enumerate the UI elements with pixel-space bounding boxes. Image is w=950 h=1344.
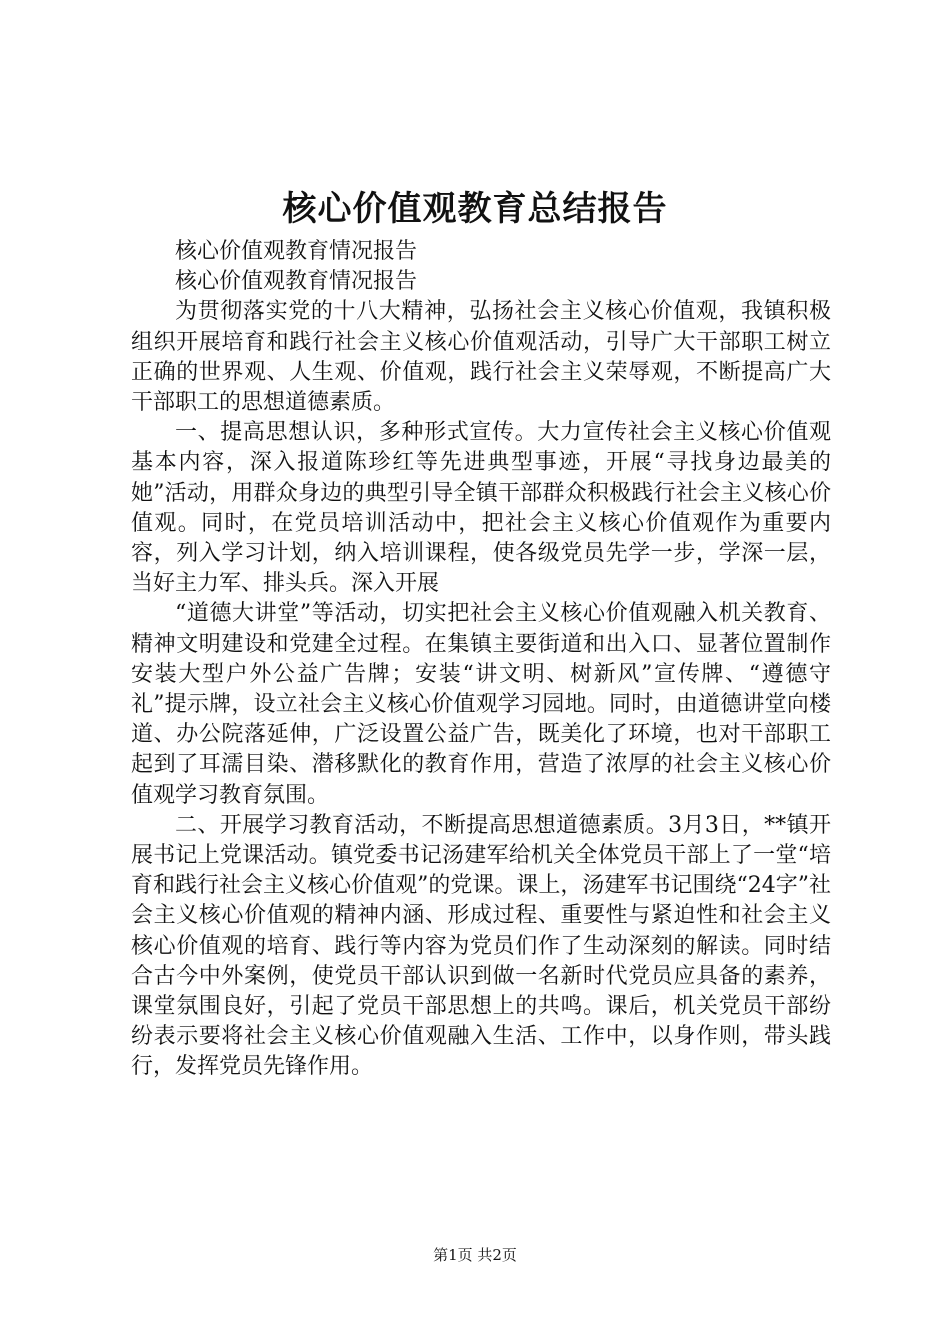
subtitle-line: 核心价值观教育情况报告 [175,239,418,264]
body-paragraph: 一、提高思想认识，多种形式宣传。大力宣传社会主义核心价值观基本内容，深入报道陈珍红等先进典型事迹，开展“寻找身边最美的她”活动，用群众身边的典型引导全镇干部群众积极践行社会主义核心价值观。同时，在党员培训活动中，把社会主义核心价值观作为重要内容，列入学习计划，纳入培训课程，使各级党员先学一步，学深一层，当好主力军、排头兵。深入开展 [131,420,831,597]
body-paragraph: “道德大讲堂”等活动，切实把社会主义核心价值观融入机关教育、精神文明建设和党建全过程。在集镇主要街道和出入口、显著位置制作安装大型户外公益广告牌；安装“讲文明、树新风”宣传牌、“遵德守礼”提示牌，设立社会主义核心价值观学习园地。同时，由道德讲堂向楼道、办公院落延伸，广泛设置公益广告，既美化了环境，也对干部职工起到了耳濡目染、潜移默化的教育作用，营造了浓厚的社会主义核心价值观学习教育氛围。 [131,601,831,808]
page-number-footer: 第1页 共2页 [433,1246,517,1264]
document-title: 核心价值观教育总结报告 [282,189,668,229]
body-paragraph: 为贯彻落实党的十八大精神，弘扬社会主义核心价值观，我镇积极组织开展培育和践行社会主义核心价值观活动，引导广大干部职工树立正确的世界观、人生观、价值观，践行社会主义荣辱观，不断提高广大干部职工的思想道德素质。 [131,299,831,416]
body-paragraph: 二、开展学习教育活动，不断提高思想道德素质。3月3日，**镇开展书记上党课活动。镇党委书记汤建军给机关全体党员干部上了一堂“培育和践行社会主义核心价值观”的党课。课上，汤建军书记围绕“24字”社会主义核心价值观的精神内涵、形成过程、重要性与紧迫性和社会主义核心价值观的培育、践行等内容为党员们作了生动深刻的解读。同时结合古今中外案例，使党员干部认识到做一名新时代党员应具备的素养，课堂氛围良好，引起了党员干部思想上的共鸣。课后，机关党员干部纷纷表示要将社会主义核心价值观融入生活、工作中，以身作则，带头践行，发挥党员先锋作用。 [131,812,831,1080]
document-body [131,237,831,1083]
subtitle-line: 核心价值观教育情况报告 [175,269,418,295]
